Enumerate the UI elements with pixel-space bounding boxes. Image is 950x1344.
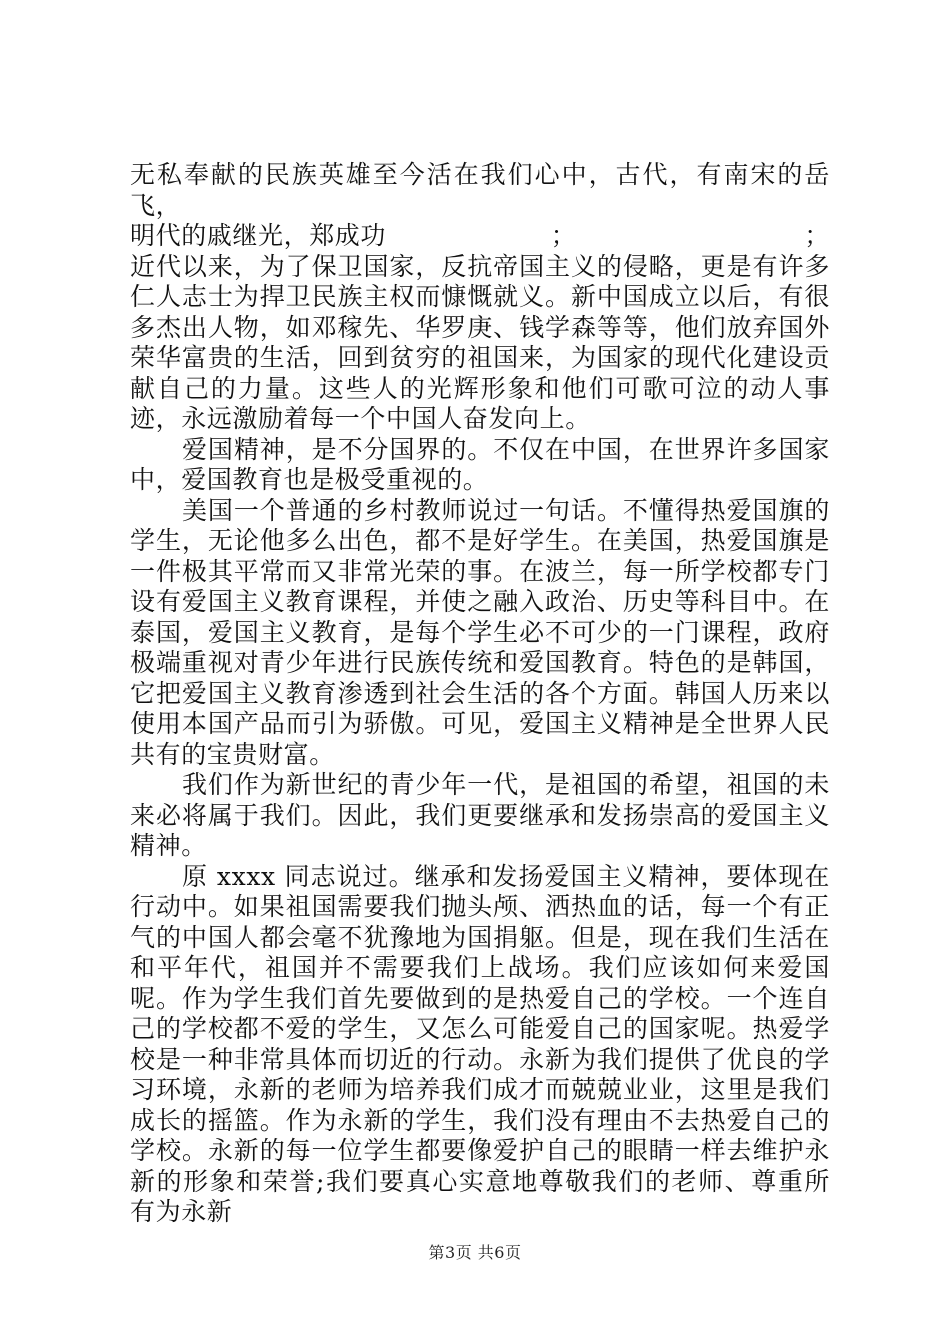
paragraph-3: 美国一个普通的乡村教师说过一句话。不懂得热爱国旗的学生，无论他多么出色，都不是好学生。在美国，热爱国旗是一件极其平常而又非常光荣的事。在波兰，每一所学校都专门设有爱国主义教育课程，并使之融入政治、历史等科目中。在泰国，爱国主义教育，是每个学生必不可少的一门课程，政府极端重视对青少年进行民族传统和爱国教育。特色的是韩国，它把爱国主义教育渗透到社会生活的各个方面。韩国人历来以使用本国产品而引为骄傲。可见，爱国主义精神是全世界人民共有的宝贵财富。 <box>130 495 830 769</box>
paragraph-1-line-2-semicolons <box>551 221 830 252</box>
paragraph-1-rest: 近代以来，为了保卫国家，反抗帝国主义的侵略，更是有许多仁人志士为捍卫民族主权而慷慨就义。新中国成立以后，有很多杰出人物，如邓稼先、华罗庚、钱学森等等，他们放弃国外荣华富贵的生活，回到贫穷的祖国来，为国家的现代化建设贡献自己的力量。这些人的光辉形象和他们可歌可泣的动人事迹，永远激励着每一个中国人奋发向上。 <box>130 251 830 433</box>
semicolon-1: ； <box>550 221 577 250</box>
paragraph-1-line-2 <box>130 221 830 252</box>
paragraph-1-line-2-text: 明代的戚继光，郑成功 <box>130 221 387 250</box>
paragraph-1-line-1: 无私奉献的民族英雄至今活在我们心中，古代，有南宋的岳飞， <box>130 160 830 220</box>
paragraph-5: 原 xxxx 同志说过。继承和发扬爱国主义精神，要体现在行动中。如果祖国需要我们抛头颅、洒热血的话，每一个有正气的中国人都会毫不犹豫地为国捐躯。但是，现在我们生活在和平年代，祖国并不需要我们上战场。我们应该如何来爱国呢。作为学生我们首先要做到的是热爱自己的学校。一个连自己的学校都不爱的学生，又怎么可能爱自己的国家呢。热爱学校是一种非常具体而切近的行动。永新为我们提供了优良的学习环境，永新的老师为培养我们成才而兢兢业业，这里是我们成长的摇篮。作为永新的学生，我们没有理由不去热爱自己的学校。永新的每一位学生都要像爱护自己的眼睛一样去维护永新的形象和荣誉;我们要真心实意地尊敬我们的老师、尊重所有为永新 <box>130 861 830 1226</box>
page-number-footer: 第3页 共6页 <box>428 1243 522 1262</box>
document-body <box>130 160 830 1228</box>
paragraph-1 <box>130 160 830 435</box>
paragraph-2: 爱国精神，是不分国界的。不仅在中国，在世界许多国家中，爱国教育也是极受重视的。 <box>130 434 830 494</box>
semicolon-2: ； <box>804 221 830 250</box>
paragraph-4: 我们作为新世纪的青少年一代，是祖国的希望，祖国的未来必将属于我们。因此，我们更要继承和发扬崇高的爱国主义精神。 <box>130 770 830 860</box>
